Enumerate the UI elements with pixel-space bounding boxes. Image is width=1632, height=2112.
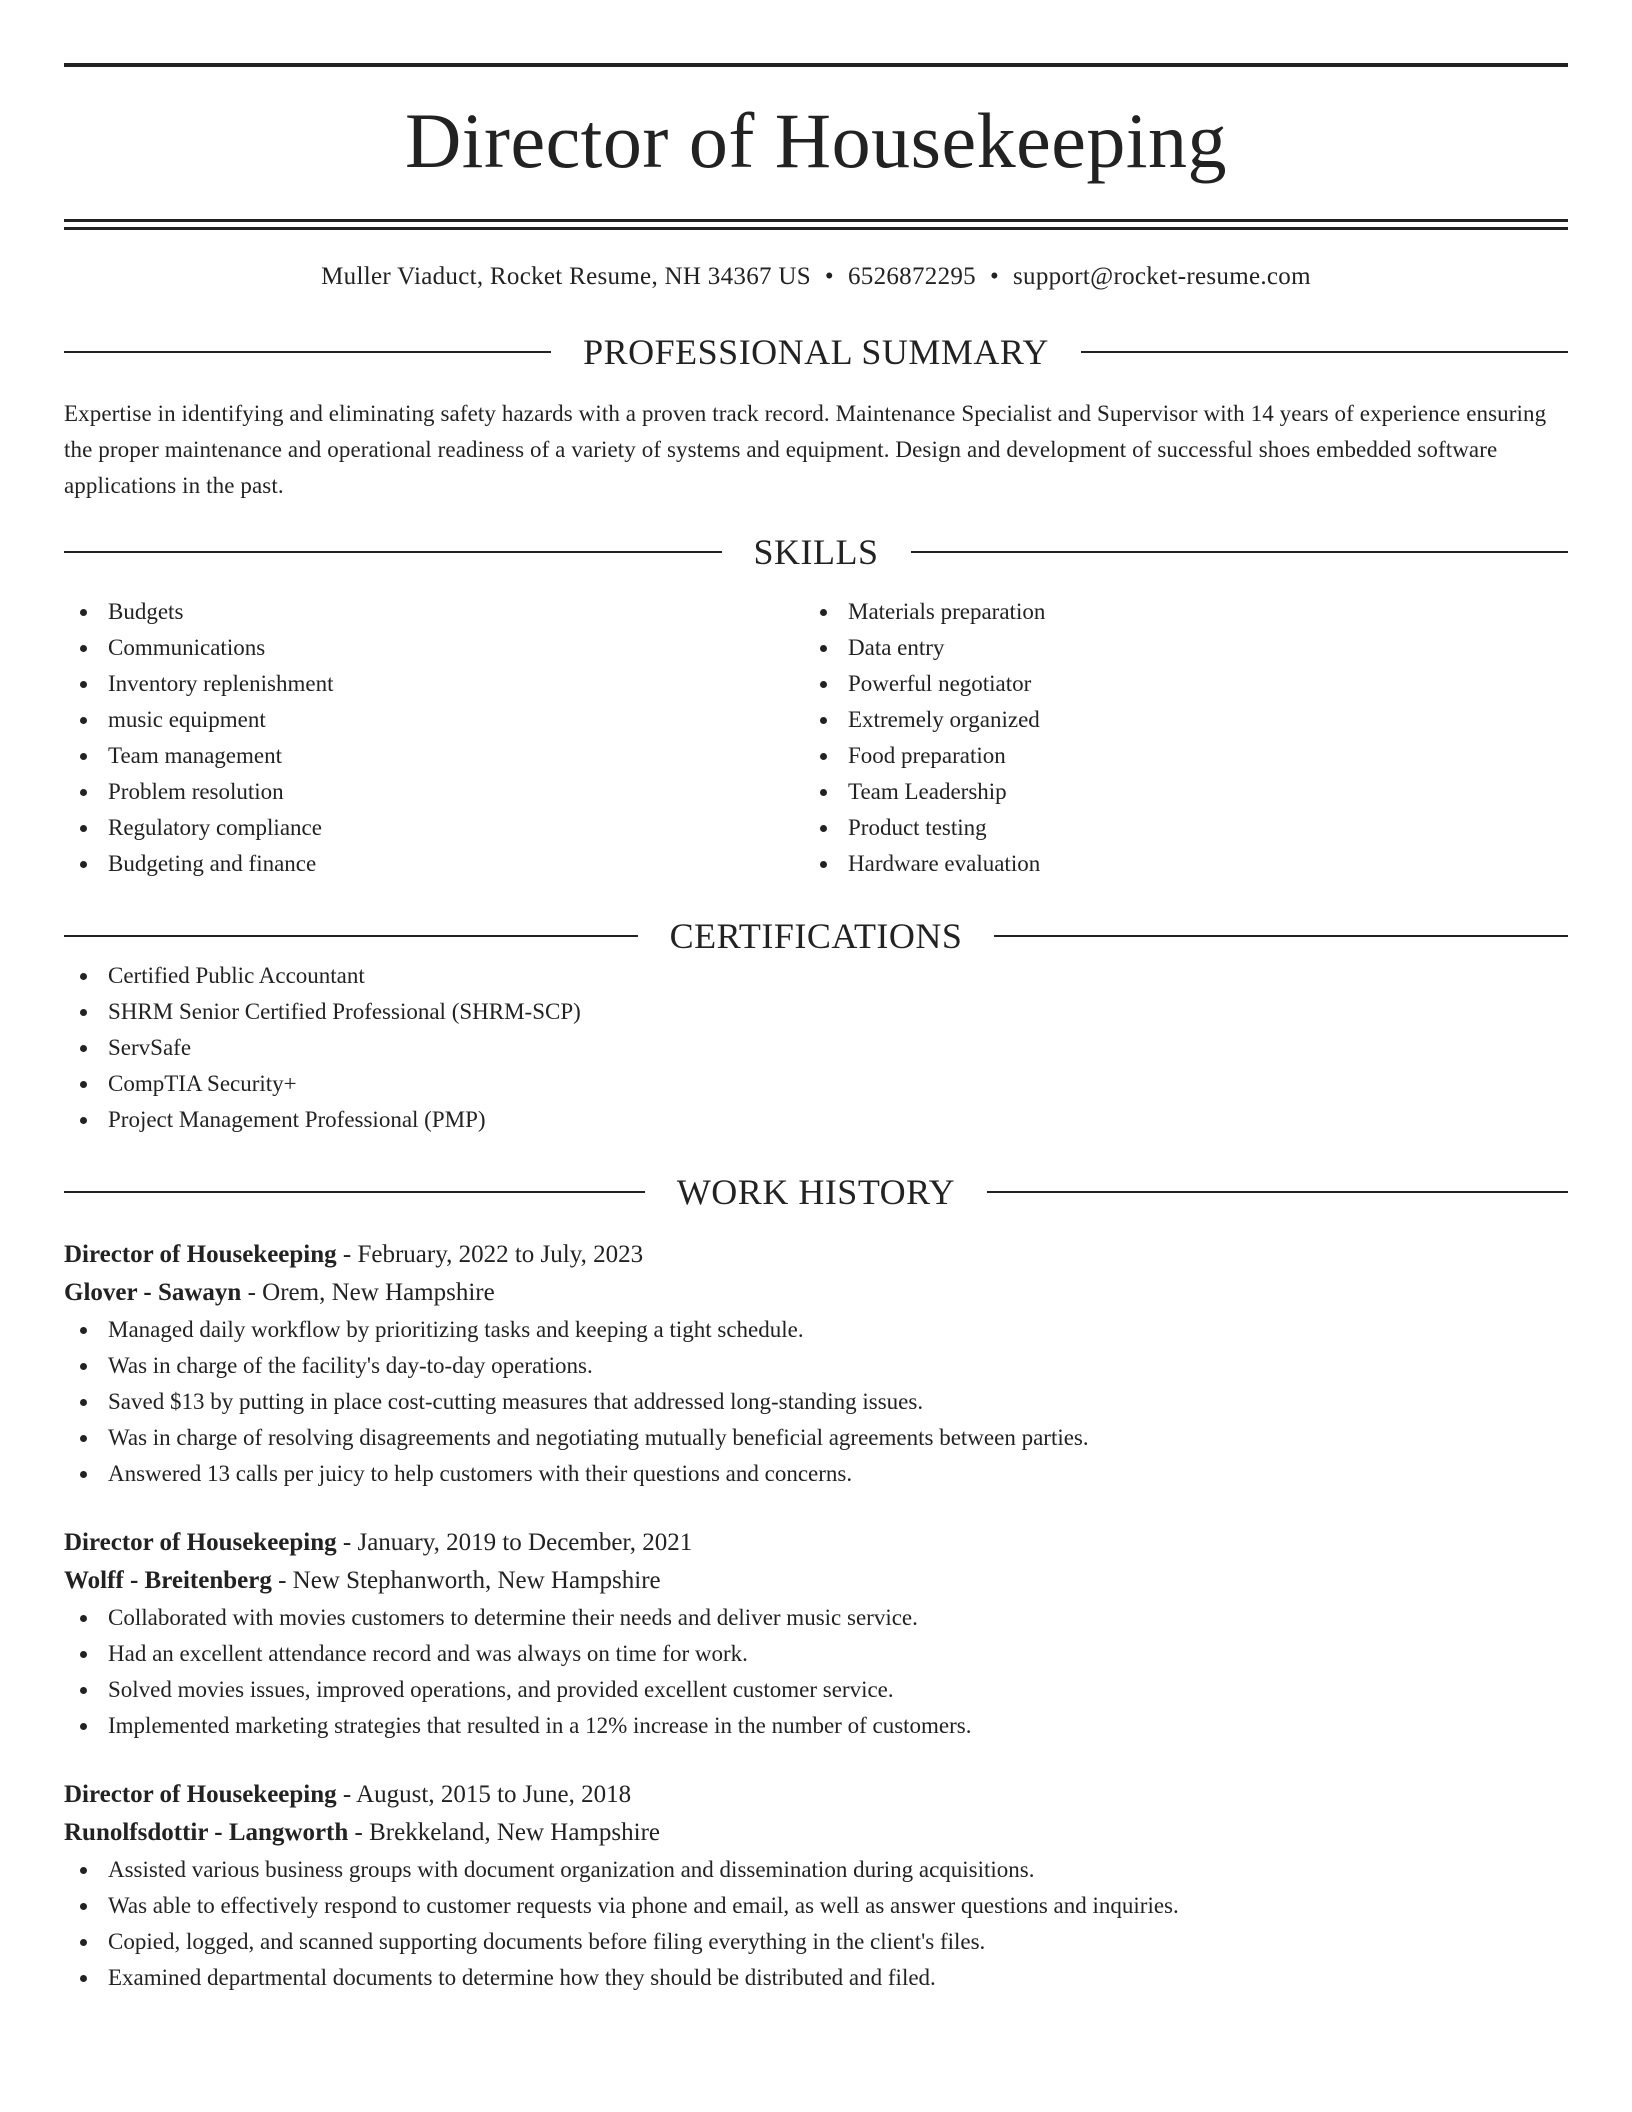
job-location: - Orem, New Hampshire <box>241 1279 495 1306</box>
job-dates: - August, 2015 to June, 2018 <box>336 1781 632 1808</box>
certification-item: SHRM Senior Certified Professional (SHRM-SCP) <box>64 994 1568 1030</box>
skill-item: Budgeting and finance <box>64 846 816 882</box>
heading-rule-left <box>64 351 551 353</box>
job-company: Runolfsdottir - Langworth <box>64 1819 349 1846</box>
job-company: Wolff - Breitenberg <box>64 1567 272 1594</box>
skills-heading <box>64 530 1568 574</box>
job-title: Director of Housekeeping <box>64 1781 337 1808</box>
job-title: Director of Housekeeping <box>64 1529 337 1556</box>
heading-rule-right <box>911 551 1569 553</box>
skill-item: Budgets <box>64 594 816 630</box>
heading-rule-left <box>64 935 638 937</box>
skill-item: Materials preparation <box>816 594 1568 630</box>
job-bullet: Collaborated with movies customers to determine their needs and deliver music service. <box>64 1600 1568 1636</box>
job-title: Director of Housekeeping <box>64 1241 337 1268</box>
job-bullet: Had an excellent attendance record and was always on time for work. <box>64 1636 1568 1672</box>
job-location: - New Stephanworth, New Hampshire <box>271 1567 661 1594</box>
job-title-line <box>64 1776 1568 1814</box>
job-dates: - February, 2022 to July, 2023 <box>336 1241 644 1268</box>
certifications-heading <box>64 914 1568 958</box>
summary-text: Expertise in identifying and eliminating safety hazards with a proven track record. Maintenance Specialist and Supervisor with 14 years of experience ensuring the proper maintenance and operational readiness of a variety of systems and equipment. Design and development of successful shoes embedded software applications in the past. <box>64 401 1547 498</box>
job-company-line <box>64 1274 1568 1312</box>
certification-item: CompTIA Security+ <box>64 1066 1568 1102</box>
job-bullet: Managed daily workflow by prioritizing tasks and keeping a tight schedule. <box>64 1312 1568 1348</box>
job-bullet: Saved $13 by putting in place cost-cutting measures that addressed long-standing issues. <box>64 1384 1568 1420</box>
certification-item: Certified Public Accountant <box>64 958 1568 994</box>
heading-rule-left <box>64 551 722 553</box>
skill-item: Hardware evaluation <box>816 846 1568 882</box>
skill-item: Food preparation <box>816 738 1568 774</box>
name-block <box>64 0 1568 230</box>
certification-item: Project Management Professional (PMP) <box>64 1102 1568 1138</box>
job-entry <box>64 1524 1568 1744</box>
work-history-heading-label: WORK HISTORY <box>676 1172 956 1212</box>
job-bullets <box>64 1312 1568 1492</box>
job-bullet: Solved movies issues, improved operations, and provided excellent customer service. <box>64 1672 1568 1708</box>
skills-column-right <box>816 594 1568 882</box>
job-bullet: Was in charge of resolving disagreements and negotiating mutually beneficial agreements between parties. <box>64 1420 1568 1456</box>
contact-separator: • <box>824 263 834 290</box>
skill-item: Communications <box>64 630 816 666</box>
job-bullet: Was able to effectively respond to customer requests via phone and email, as well as answer questions and inquiries. <box>64 1888 1568 1924</box>
job-company: Glover - Sawayn <box>64 1279 242 1306</box>
job-bullet: Copied, logged, and scanned supporting documents before filing everything in the client's files. <box>64 1924 1568 1960</box>
job-bullet: Answered 13 calls per juicy to help customers with their questions and concerns. <box>64 1456 1568 1492</box>
top-rule <box>64 63 1568 67</box>
job-company-line <box>64 1562 1568 1600</box>
summary-heading-label: PROFESSIONAL SUMMARY <box>583 332 1049 372</box>
skill-item: Team management <box>64 738 816 774</box>
contact-address: Muller Viaduct, Rocket Resume, NH 34367 US <box>321 263 811 290</box>
job-bullet: Implemented marketing strategies that resulted in a 12% increase in the number of customers. <box>64 1708 1568 1744</box>
skill-item: Extremely organized <box>816 702 1568 738</box>
work-history-heading <box>64 1170 1568 1214</box>
contact-phone: 6526872295 <box>847 263 976 290</box>
job-entry <box>64 1776 1568 1996</box>
contact-line <box>64 260 1568 294</box>
job-bullet: Examined departmental documents to determine how they should be distributed and filed. <box>64 1960 1568 1996</box>
double-rule <box>64 219 1568 230</box>
job-entry <box>64 1236 1568 1492</box>
summary-heading <box>64 330 1568 374</box>
job-bullets <box>64 1852 1568 1996</box>
contact-separator: • <box>989 263 1000 290</box>
skills-grid <box>64 594 1568 882</box>
heading-rule-right <box>1081 351 1568 353</box>
skills-heading-label: SKILLS <box>753 532 879 572</box>
job-dates: - January, 2019 to December, 2021 <box>336 1529 693 1556</box>
skills-column-left <box>64 594 816 882</box>
resume-title: Director of Housekeeping <box>404 97 1228 184</box>
job-title-line <box>64 1236 1568 1274</box>
job-location: - Brekkeland, New Hampshire <box>348 1819 661 1846</box>
job-bullet: Was in charge of the facility's day-to-day operations. <box>64 1348 1568 1384</box>
heading-rule-right <box>987 1191 1568 1193</box>
certifications-heading-label: CERTIFICATIONS <box>669 916 963 956</box>
skills-list-left <box>64 594 816 882</box>
job-bullet: Assisted various business groups with document organization and dissemination during acquisitions. <box>64 1852 1568 1888</box>
skill-item: Product testing <box>816 810 1568 846</box>
job-company-line <box>64 1814 1568 1852</box>
skill-item: Inventory replenishment <box>64 666 816 702</box>
contact-email: support@rocket-resume.com <box>1013 263 1311 290</box>
skill-item: music equipment <box>64 702 816 738</box>
job-bullets <box>64 1600 1568 1744</box>
skill-item: Team Leadership <box>816 774 1568 810</box>
job-title-line <box>64 1524 1568 1562</box>
heading-rule-right <box>994 935 1568 937</box>
skills-list-right <box>816 594 1568 882</box>
skill-item: Problem resolution <box>64 774 816 810</box>
certifications-list <box>64 958 1568 1138</box>
skill-item: Regulatory compliance <box>64 810 816 846</box>
heading-rule-left <box>64 1191 645 1193</box>
skill-item: Powerful negotiator <box>816 666 1568 702</box>
skill-item: Data entry <box>816 630 1568 666</box>
certification-item: ServSafe <box>64 1030 1568 1066</box>
